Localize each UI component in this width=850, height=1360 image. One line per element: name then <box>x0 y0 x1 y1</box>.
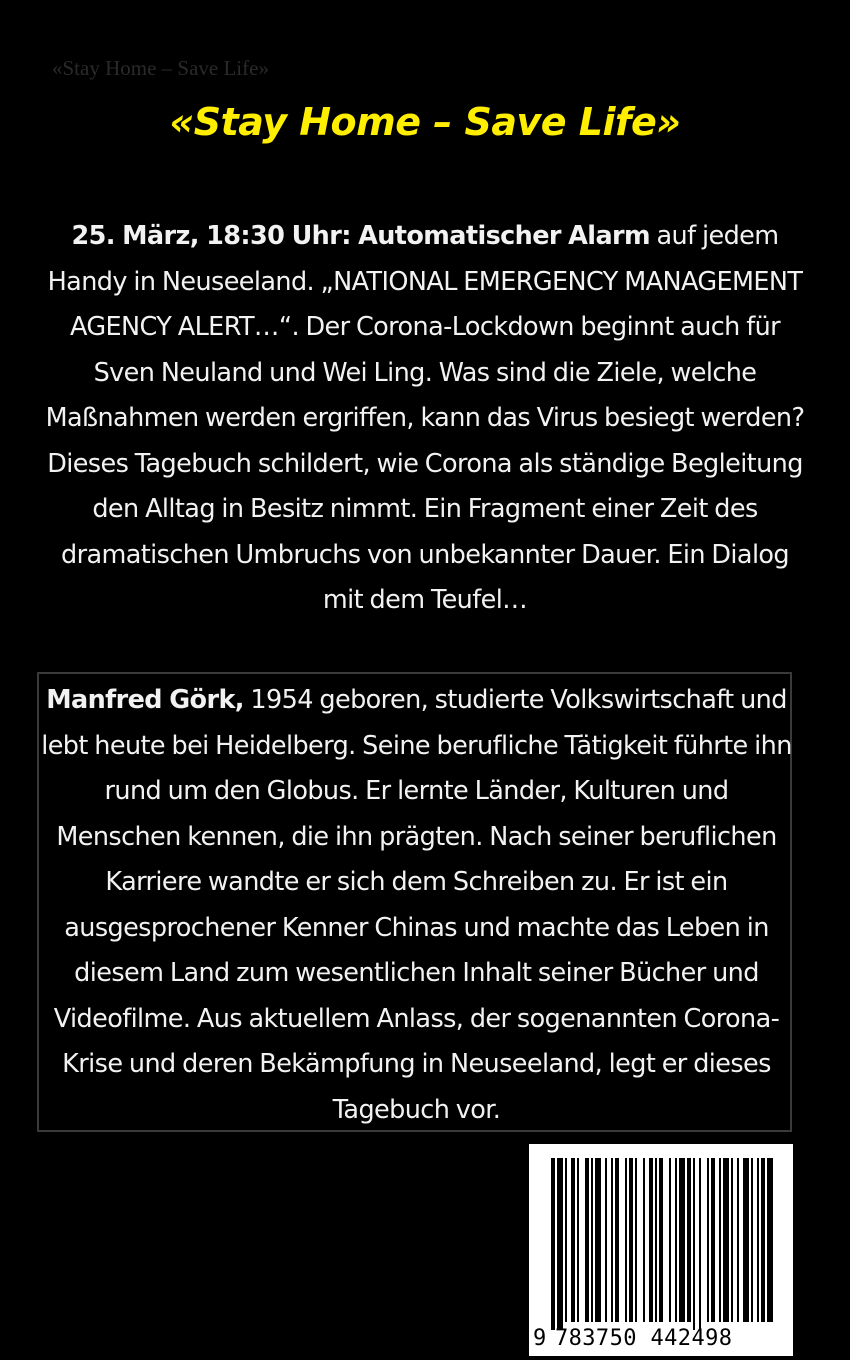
barcode-bar <box>585 1158 589 1322</box>
barcode-bars <box>529 1144 793 1356</box>
barcode-bar <box>731 1158 733 1322</box>
barcode-bar <box>649 1158 653 1322</box>
blurb-text: auf jedem Handy in Neuseeland. „NATIONAL EMERGENCY MANAGEMENT AGENCY ALERT…“. Der Corona-Lockdown beginnt auch für Sven Neuland und Wei Ling. Was sind die Ziele, welche Maßnahmen werden ergriffen, kann das Virus besiegt werden? Dieses Tagebuch schildert, wie Corona als ständige Begleitung den Alltag in Besitz nimmt. Ein Fragment einer Zeit des dramatischen Umbruchs von unbekannter Dauer. Ein Dialog mit dem Teufel… <box>45 221 805 615</box>
barcode-bar <box>615 1158 619 1322</box>
isbn-first-digit: 9 <box>533 1326 547 1351</box>
barcode-bar <box>605 1158 607 1322</box>
barcode-bar <box>757 1158 759 1322</box>
barcode-bar <box>687 1158 691 1322</box>
barcode-bar <box>669 1158 671 1322</box>
barcode-bar <box>675 1158 677 1322</box>
barcode-bar <box>571 1158 575 1322</box>
author-bio-text: 1954 geboren, studierte Volkswirtschaft und lebt heute bei Heidelberg. Seine berufliche Tätigkeit führte ihn rund um den Globus. Er lernte Länder, Kulturen und Menschen kennen, die ihn prägten. Nach seiner beruflichen Karriere wandte er sich dem Schreiben zu. Er ist ein ausgesprochener Kenner Chinas und machte das Leben in diesem Land zum wesentlichen Inhalt seiner Bücher und Videofilme. Aus aktuellem Anlass, der sogenannten Corona-Krise und deren Bekämpfung in Neuseeland, legt er dieses Tagebuch vor. <box>41 685 792 1125</box>
barcode-bar <box>629 1158 633 1322</box>
barcode-bar <box>711 1158 715 1322</box>
blurb-lead: 25. März, 18:30 Uhr: Automatischer Alarm <box>71 221 651 251</box>
running-header: «Stay Home – Save Life» <box>52 56 269 80</box>
blurb-paragraph <box>38 214 812 624</box>
isbn-digits: 783750 442498 <box>555 1326 733 1351</box>
barcode-bar <box>565 1158 567 1322</box>
author-bio-paragraph <box>41 678 792 1133</box>
barcode-bar <box>723 1158 729 1322</box>
barcode-bar <box>751 1158 753 1322</box>
barcode-bar <box>679 1158 685 1322</box>
barcode-bar <box>719 1158 721 1322</box>
barcode-bar <box>551 1158 555 1330</box>
barcode-bar <box>659 1158 663 1322</box>
barcode-bar <box>557 1158 563 1330</box>
barcode-bar <box>767 1158 773 1322</box>
author-bio-box <box>37 672 792 1132</box>
barcode-bar <box>743 1158 749 1322</box>
barcode-bar <box>591 1158 593 1322</box>
barcode-bar <box>625 1158 627 1322</box>
author-name: Manfred Görk, <box>46 685 244 715</box>
barcode-bar <box>655 1158 657 1322</box>
barcode-bar <box>643 1158 645 1322</box>
barcode-bar <box>595 1158 601 1322</box>
barcode-bar <box>635 1158 637 1322</box>
barcode-bar <box>737 1158 739 1322</box>
isbn-barcode <box>529 1144 793 1356</box>
barcode-bar <box>761 1158 765 1322</box>
barcode-bar <box>707 1158 709 1322</box>
barcode-bar <box>699 1158 701 1330</box>
barcode-bar <box>577 1158 579 1322</box>
book-title: «Stay Home – Save Life» <box>169 100 681 144</box>
barcode-bar <box>611 1158 613 1322</box>
barcode-bar <box>693 1158 695 1330</box>
